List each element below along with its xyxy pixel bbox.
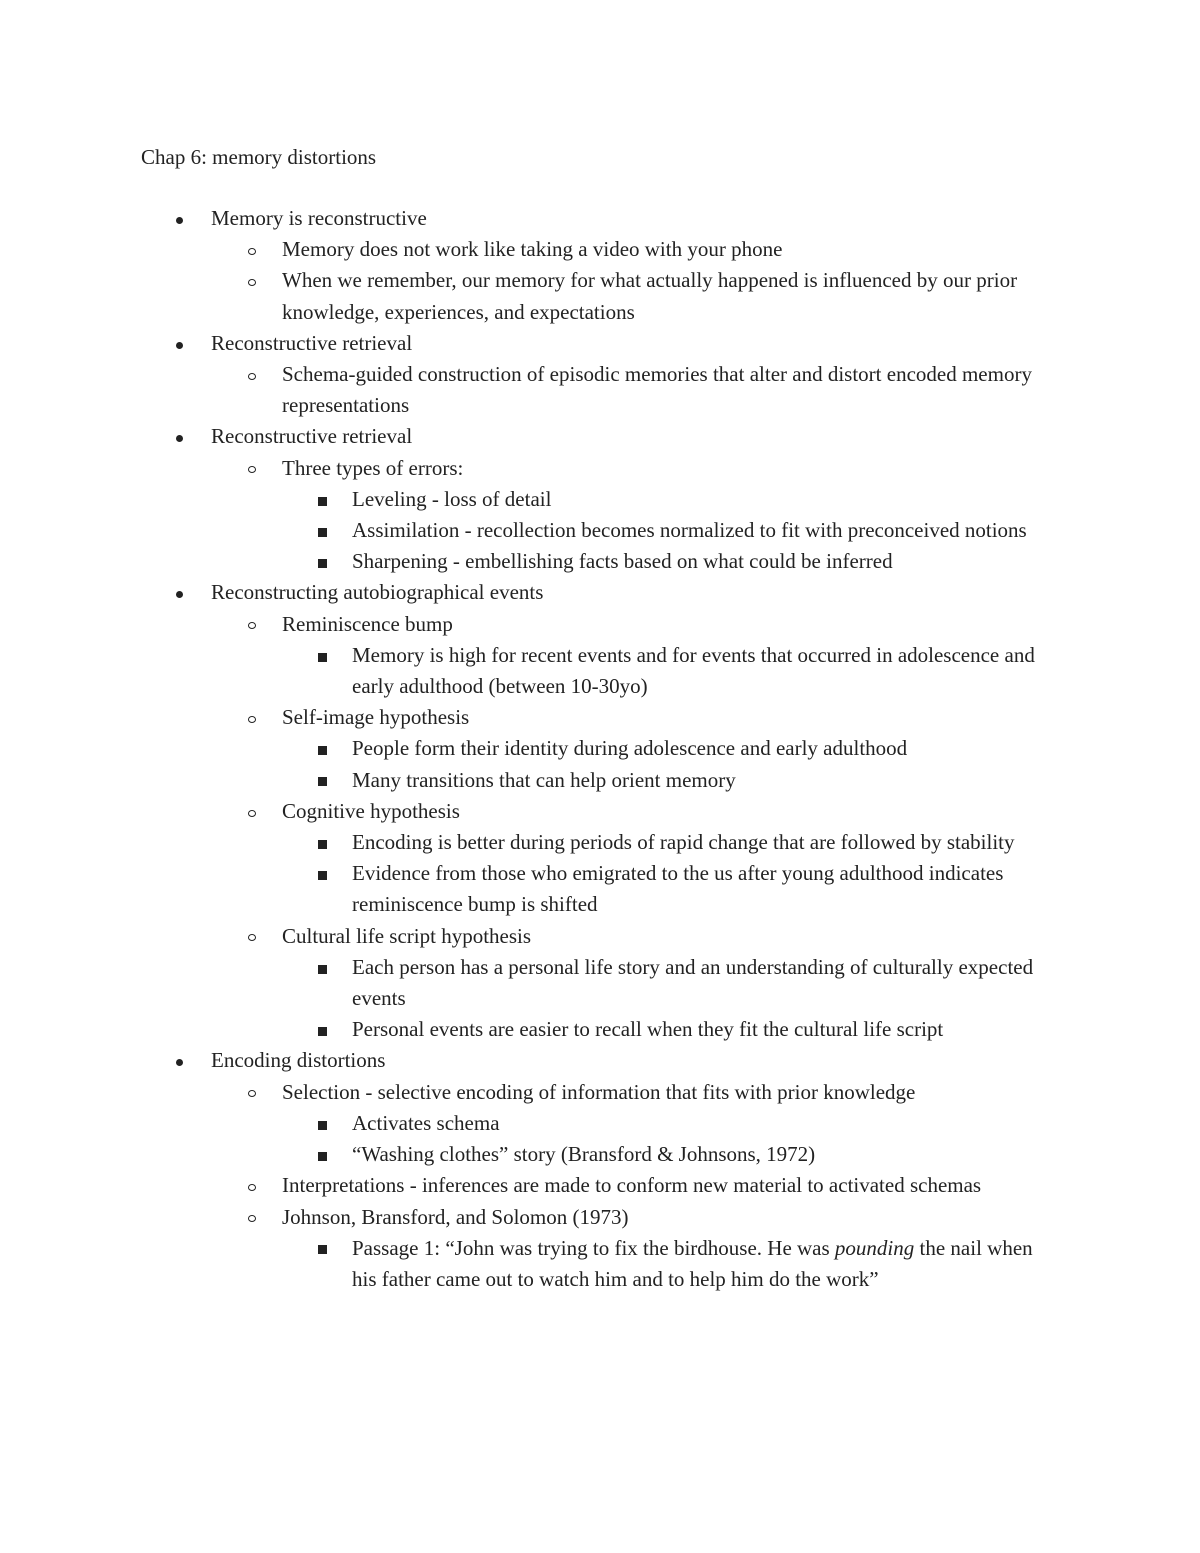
bullet-square-icon	[318, 1108, 327, 1139]
bullet-circle-icon	[248, 609, 256, 640]
bullet-dot-icon	[176, 1045, 183, 1076]
list-item	[0, 1139, 1200, 1170]
list-item-text: People form their identity during adolescence and early adulthood	[352, 736, 908, 761]
list-item	[0, 546, 1200, 577]
bullet-circle-icon	[248, 359, 256, 390]
passage-emphasis: pounding	[834, 1235, 915, 1260]
list-item	[0, 1170, 1200, 1201]
list-item-text: Reminiscence bump	[282, 611, 453, 636]
list-item-text: Interpretations - inferences are made to conform new material to activated schemas	[282, 1173, 982, 1198]
list-item	[0, 234, 1200, 265]
bullet-square-icon	[318, 484, 327, 515]
bullet-square-icon	[318, 765, 327, 796]
list-item	[0, 796, 1200, 827]
list-item-text: Evidence from those who emigrated to the us after young adulthood indicates reminiscence bump is shifted	[352, 861, 1004, 917]
list-item-text: Activates schema	[352, 1110, 500, 1135]
bullet-circle-icon	[248, 921, 256, 952]
list-item	[0, 515, 1200, 546]
bullet-circle-icon	[248, 1202, 256, 1233]
list-item-text: Each person has a personal life story and an understanding of culturally expected events	[352, 954, 1034, 1011]
bullet-circle-icon	[248, 796, 256, 827]
list-item	[0, 1108, 1200, 1139]
list-item-text: Reconstructing autobiographical events	[211, 580, 544, 605]
list-item	[0, 203, 1200, 234]
bullet-circle-icon	[248, 1077, 256, 1108]
list-item-text: Cognitive hypothesis	[282, 798, 460, 823]
list-item-text: Personal events are easier to recall when they fit the cultural life script	[352, 1017, 944, 1042]
list-item	[0, 453, 1200, 484]
list-item	[0, 1202, 1200, 1233]
outline-list	[0, 203, 1200, 1295]
bullet-square-icon	[318, 827, 327, 858]
bullet-square-icon	[318, 640, 327, 671]
bullet-circle-icon	[248, 702, 256, 733]
list-item	[0, 640, 1200, 702]
bullet-dot-icon	[176, 577, 183, 608]
bullet-square-icon	[318, 952, 327, 983]
list-item	[0, 484, 1200, 515]
list-item-text: Three types of errors:	[282, 455, 464, 480]
list-item-text: Leveling - loss of detail	[352, 486, 552, 511]
list-item	[0, 702, 1200, 733]
bullet-circle-icon	[248, 1170, 256, 1201]
list-item	[0, 952, 1200, 1014]
list-item	[0, 765, 1200, 796]
bullet-circle-icon	[248, 453, 256, 484]
list-item-text: Cultural life script hypothesis	[282, 923, 532, 948]
list-item	[0, 609, 1200, 640]
passage-text	[352, 1236, 1033, 1291]
list-item-text: Encoding is better during periods of rapid change that are followed by stability	[352, 830, 1015, 855]
list-item	[0, 328, 1200, 359]
list-item	[0, 921, 1200, 952]
passage-before: Passage 1: “John was trying to fix the birdhouse. He was	[352, 1235, 835, 1260]
list-item-text: Memory is high for recent events and for events that occurred in adolescence and early adulthood (between 10-30yo)	[352, 642, 1035, 699]
list-item-text: “Washing clothes” story (Bransford & Johnsons, 1972)	[352, 1142, 816, 1167]
list-item-text: Self-image hypothesis	[282, 705, 470, 730]
bullet-dot-icon	[176, 421, 183, 452]
list-item	[0, 359, 1200, 421]
list-item	[0, 1045, 1200, 1076]
list-item	[0, 577, 1200, 608]
list-item-text: Memory is reconstructive	[211, 206, 427, 230]
list-item-text: Reconstructive retrieval	[211, 330, 413, 355]
passage-after: the nail when his father came out to watch him and to help him do the work”	[352, 1235, 1033, 1291]
bullet-circle-icon	[248, 234, 256, 265]
bullet-square-icon	[318, 515, 327, 546]
bullet-square-icon	[318, 858, 327, 889]
list-item-text: Johnson, Bransford, and Solomon (1973)	[282, 1204, 629, 1229]
list-item	[0, 1233, 1200, 1295]
list-item	[0, 1014, 1200, 1045]
list-item-text: Encoding distortions	[211, 1048, 386, 1073]
bullet-square-icon	[318, 1233, 327, 1264]
list-item-text: Sharpening - embellishing facts based on what could be inferred	[352, 549, 893, 574]
list-item	[0, 1077, 1200, 1108]
list-item-text: Assimilation - recollection becomes normalized to fit with preconceived notions	[352, 518, 1027, 543]
bullet-square-icon	[318, 1139, 327, 1170]
list-item	[0, 733, 1200, 764]
list-item-text: Reconstructive retrieval	[211, 424, 413, 449]
bullet-dot-icon	[176, 203, 183, 234]
list-item-text: Many transitions that can help orient memory	[352, 767, 736, 792]
list-item-text: When we remember, our memory for what actually happened is influenced by our prior knowledge, experiences, and expectations	[282, 268, 1018, 324]
bullet-square-icon	[318, 546, 327, 577]
list-item-text: Schema-guided construction of episodic memories that alter and distort encoded memory representations	[282, 362, 1032, 418]
list-item	[0, 421, 1200, 452]
bullet-dot-icon	[176, 328, 183, 359]
list-item-text: Selection - selective encoding of information that fits with prior knowledge	[282, 1079, 916, 1104]
list-item	[0, 827, 1200, 858]
page-title: Chap 6: memory distortions	[141, 145, 377, 169]
bullet-square-icon	[318, 733, 327, 764]
list-item	[0, 265, 1200, 327]
list-item	[0, 858, 1200, 920]
list-item-text: Memory does not work like taking a video with your phone	[282, 237, 783, 262]
bullet-circle-icon	[248, 265, 256, 296]
bullet-square-icon	[318, 1014, 327, 1045]
